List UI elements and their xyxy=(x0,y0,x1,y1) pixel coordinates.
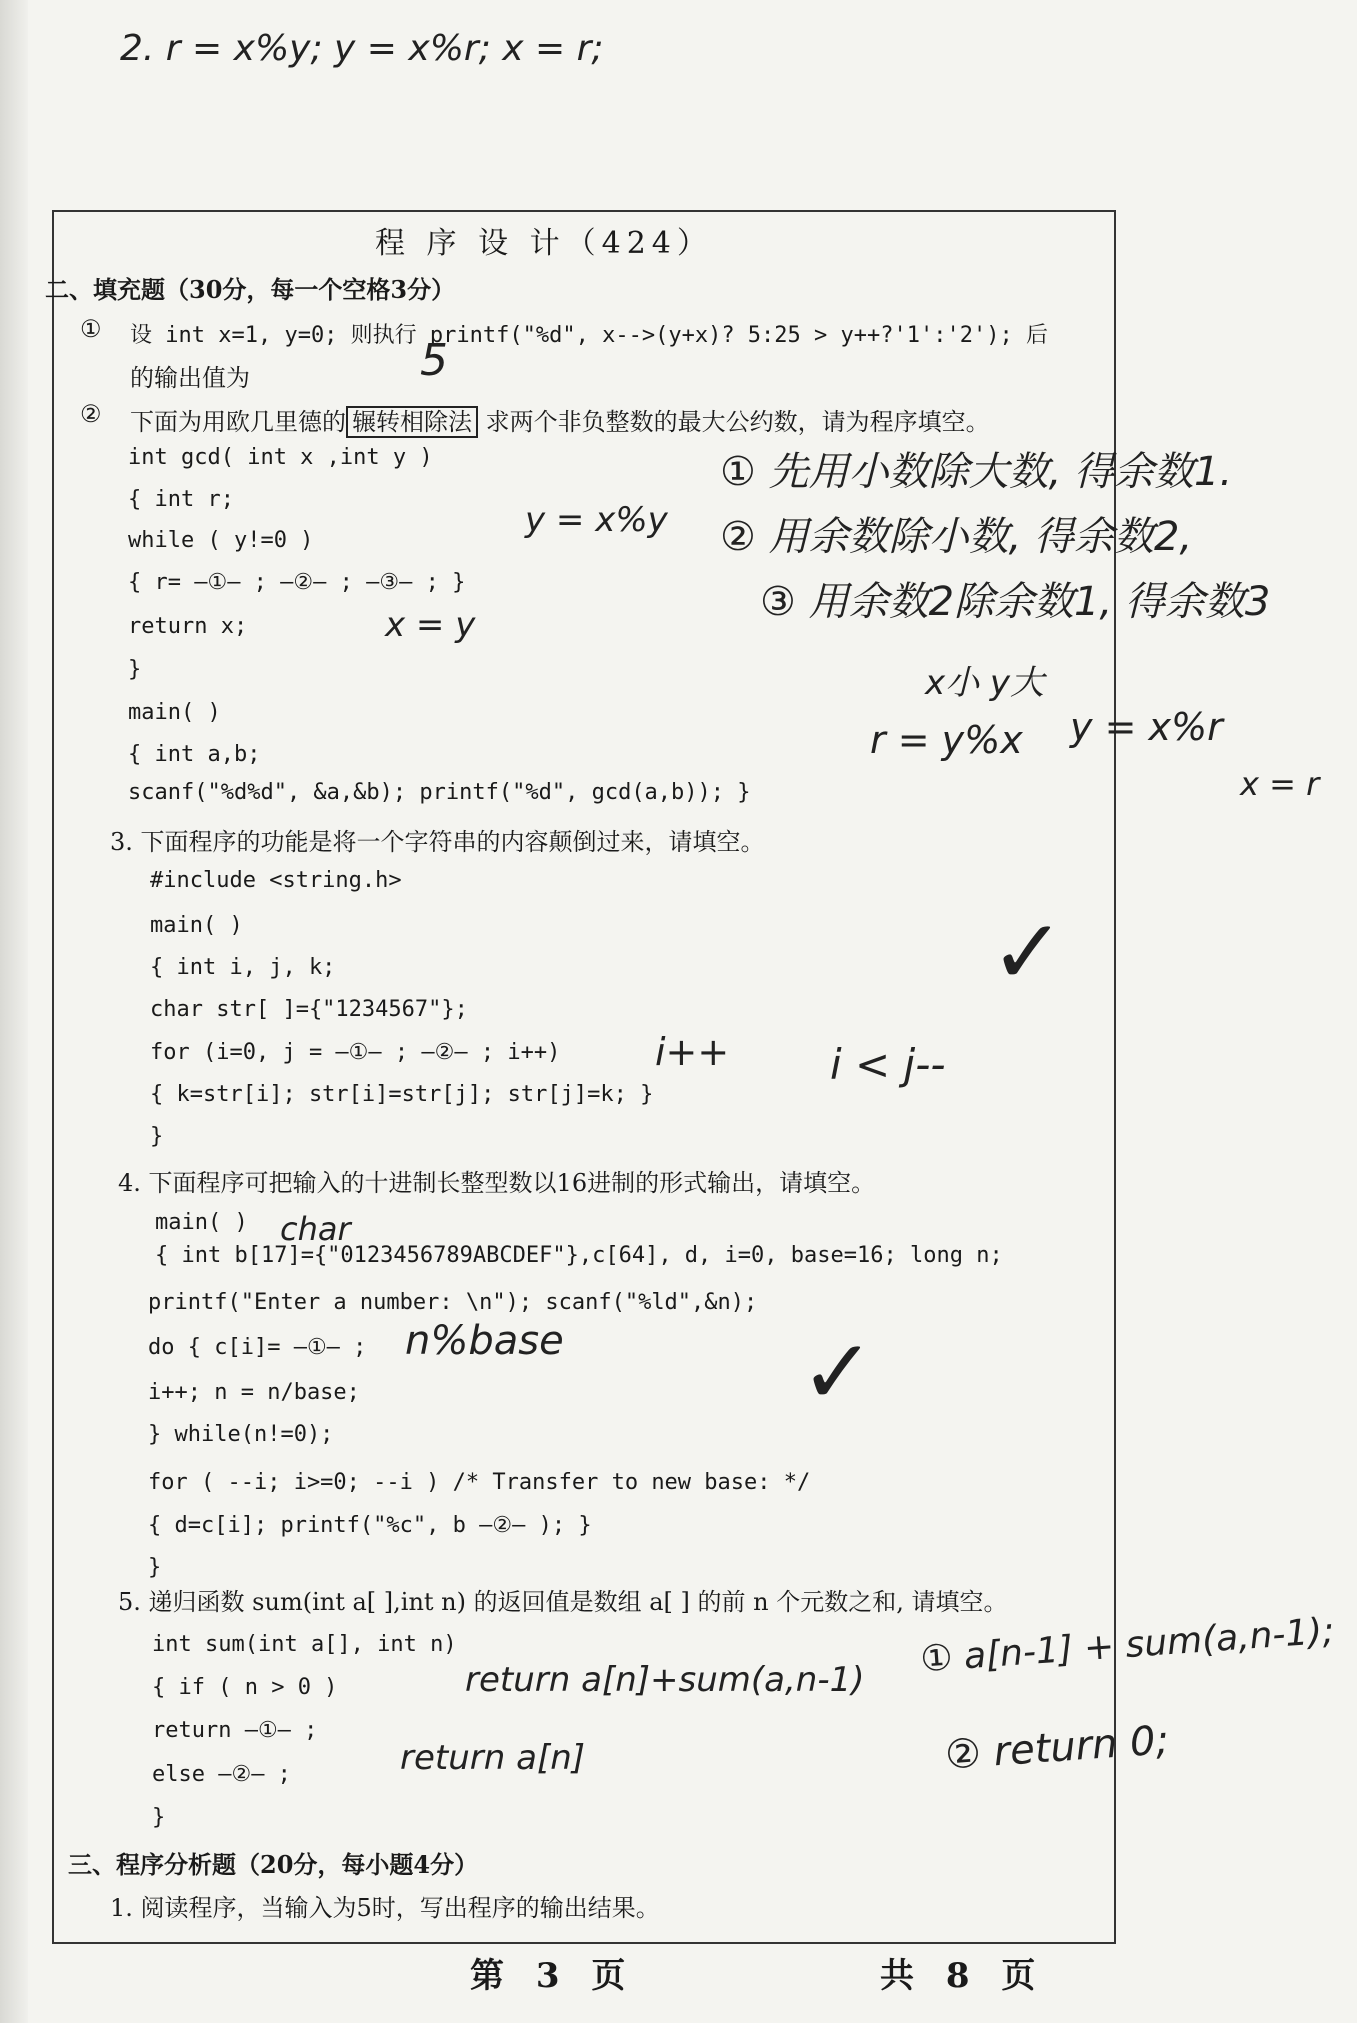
q2-code-5: } xyxy=(128,657,142,682)
q4-code-7: { d=c[i]; printf("%c", b —②— ); } xyxy=(148,1513,592,1538)
q4-number: 4. xyxy=(118,1169,141,1197)
section-3-heading: 三、程序分析题（20分，每小题4分） xyxy=(68,1850,479,1879)
q4-text xyxy=(118,1163,875,1198)
q5-code-1: { if ( n > 0 ) xyxy=(152,1675,338,1700)
small-note-y-eq-x-mod-y: y = x%y xyxy=(525,500,668,540)
q3-code-3: char str[ ]={"1234567"}; xyxy=(150,997,468,1022)
q4-code-4: i++; n = n/base; xyxy=(148,1380,360,1405)
q3-code-2: { int i, j, k; xyxy=(150,955,336,980)
q3-code-0: #include <string.h> xyxy=(150,868,402,893)
q2-code-4: return x; xyxy=(128,614,248,639)
q5-code-4: } xyxy=(152,1805,166,1830)
sum-answer-1: ① a[n-1] + sum(a,n-1); xyxy=(919,1610,1336,1681)
sum-draft: return a[n]+sum(a,n-1) xyxy=(465,1660,865,1700)
q1-answer: 5 xyxy=(420,335,448,386)
q2-marker: ② xyxy=(80,400,102,428)
q2-code-7: { int a,b; xyxy=(128,742,261,767)
q3-code-1: main( ) xyxy=(150,913,243,938)
q2-code-1: { int r; xyxy=(128,487,234,512)
hex-type-fix: char xyxy=(280,1210,351,1248)
gcd-step-1: ① 先用小数除大数, 得余数1. xyxy=(720,449,1233,495)
q4-code-6: for ( --i; i>=0; --i ) /* Transfer to new base: */ xyxy=(148,1470,811,1495)
q3-checkmark: ✓ xyxy=(990,900,1066,1005)
q4-code-2: printf("Enter a number: \n"); scanf("%ld",&n); xyxy=(148,1290,758,1315)
q3-code-6: } xyxy=(150,1124,164,1149)
gcd-answer-1: r = y%x xyxy=(870,718,1023,762)
gcd-step-3: ③ 用余数2除余数1, 得余数3 xyxy=(760,579,1271,625)
q2-intro-boxed: 辗转相除法 xyxy=(346,406,478,438)
q3-number: 3. xyxy=(110,828,133,856)
q4-desc: 下面程序可把输入的十进制长整型数以16进制的形式输出，请填空。 xyxy=(148,1169,876,1197)
header-handwritten-note: 2. r = x%y; y = x%r; x = r; xyxy=(120,28,604,69)
q3-text xyxy=(110,822,765,857)
str-answer-2: i++ xyxy=(655,1030,730,1074)
gcd-answer-3: x = r xyxy=(1240,765,1320,803)
q2-intro xyxy=(130,402,990,437)
q2-code-6: main( ) xyxy=(128,700,221,725)
page-total: 共 8 页 xyxy=(880,1956,1046,1996)
small-note-x-small-y-large: x小 y大 xyxy=(925,663,1045,703)
q2-code-3: { r= —①— ; —②— ; —③— ; } xyxy=(128,570,466,595)
small-note-x-eq-y: x = y xyxy=(385,605,476,645)
exam-title: 程 序 设 计（424） xyxy=(375,226,713,261)
page-number: 第 3 页 xyxy=(470,1956,636,1996)
q5-desc: 递归函数 sum(int a[ ],int n) 的返回值是数组 a[ ] 的前 n 个元数之和, 请填空。 xyxy=(148,1588,1008,1616)
hex-answer: n%base xyxy=(405,1318,564,1364)
q5-code-3: else —②— ; xyxy=(152,1762,291,1787)
q3-code-5: { k=str[i]; str[i]=str[j]; str[j]=k; } xyxy=(150,1082,654,1107)
q5-text xyxy=(118,1582,1008,1617)
q4-code-3: do { c[i]= —①— ; xyxy=(148,1335,367,1360)
q4-checkmark: ✓ xyxy=(800,1320,876,1425)
binding-shadow xyxy=(0,0,28,2023)
q4-code-0: main( ) xyxy=(155,1210,248,1235)
q2-intro-b: 求两个非负整数的最大公约数，请为程序填空。 xyxy=(485,408,990,436)
section-3-q1: 1. 阅读程序，当输入为5时，写出程序的输出结果。 xyxy=(110,1894,660,1922)
q2-code-2: while ( y!=0 ) xyxy=(128,528,314,553)
sum-answer-2: ② return 0; xyxy=(943,1717,1171,1779)
section-2-heading: 二、填充题（30分，每一个空格3分） xyxy=(45,275,456,304)
q5-code-2: return —①— ; xyxy=(152,1718,318,1743)
q2-intro-a: 下面为用欧几里德的 xyxy=(130,408,346,436)
q2-code-8: scanf("%d%d", &a,&b); printf("%d", gcd(a,b)); } xyxy=(128,780,751,805)
q5-code-0: int sum(int a[], int n) xyxy=(152,1632,457,1657)
sum-draft-2: return a[n] xyxy=(400,1738,586,1778)
q4-code-5: } while(n!=0); xyxy=(148,1422,334,1447)
q5-number: 5. xyxy=(118,1588,141,1616)
q1-marker: ① xyxy=(80,315,102,343)
q2-code-0: int gcd( int x ,int y ) xyxy=(128,445,433,470)
q4-code-8: } xyxy=(148,1555,162,1580)
q1-line2: 的输出值为 xyxy=(130,364,250,392)
gcd-step-2: ② 用余数除小数, 得余数2, xyxy=(720,514,1193,560)
str-answer-1: i < j-- xyxy=(830,1040,946,1089)
q4-code-1: { int b[17]={"0123456789ABCDEF"},c[64], d, i=0, base=16; long n; xyxy=(155,1243,1003,1268)
q3-desc: 下面程序的功能是将一个字符串的内容颠倒过来，请填空。 xyxy=(140,828,765,856)
q1-line1: 设 int x=1, y=0; 则执行 printf("%d", x-->(y+x)? 5:25 > y++?'1':'2'); 后 xyxy=(130,323,1048,348)
gcd-answer-2: y = x%r xyxy=(1070,705,1223,749)
q3-code-4: for (i=0, j = —①— ; —②— ; i++) xyxy=(150,1040,561,1065)
